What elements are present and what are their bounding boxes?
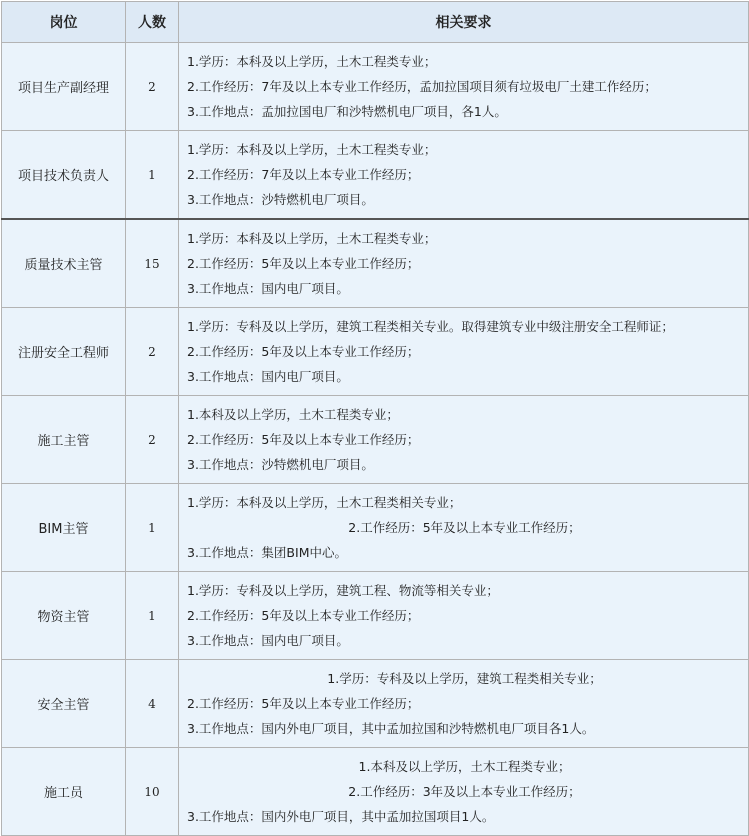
requirement-line: 2.工作经历：7年及以上本专业工作经历； xyxy=(187,167,420,182)
count-cell: 1 xyxy=(126,484,179,572)
position-cell: 项目技术负责人 xyxy=(2,131,126,220)
position-cell: BIM主管 xyxy=(2,484,126,572)
table-row xyxy=(2,572,749,660)
count-cell: 1 xyxy=(126,131,179,220)
requirements-cell xyxy=(179,572,749,660)
count-cell: 10 xyxy=(126,748,179,836)
requirement-line: 2.工作经历：3年及以上本专业工作经历； xyxy=(348,784,581,799)
requirement-line: 3.工作地点：孟加拉国电厂和沙特燃机电厂项目，各1人。 xyxy=(187,104,507,119)
requirement-line: 3.工作地点：国内外电厂项目，其中孟加拉国项目1人。 xyxy=(187,809,495,824)
requirement-line: 3.工作地点：国内电厂项目。 xyxy=(187,633,349,648)
header-row xyxy=(2,2,749,43)
requirement-line: 1.学历：本科及以上学历，土木工程类专业； xyxy=(187,54,437,69)
requirement-line: 1.学历：本科及以上学历，土木工程类专业； xyxy=(187,142,437,157)
requirement-line: 3.工作地点：集团BIM中心。 xyxy=(187,545,347,560)
requirements-cell xyxy=(179,219,749,308)
requirement-line: 2.工作经历：5年及以上本专业工作经历； xyxy=(348,520,581,535)
requirements-cell xyxy=(179,396,749,484)
count-cell: 2 xyxy=(126,308,179,396)
requirement-line: 3.工作地点：国内电厂项目。 xyxy=(187,281,349,296)
requirement-line: 3.工作地点：国内外电厂项目，其中孟加拉国和沙特燃机电厂项目各1人。 xyxy=(187,721,595,736)
table-row xyxy=(2,308,749,396)
table-row xyxy=(2,660,749,748)
requirement-line: 1.本科及以上学历，土木工程类专业； xyxy=(187,407,399,422)
requirement-line: 1.学历：专科及以上学历，建筑工程类相关专业； xyxy=(327,671,602,686)
position-cell: 施工主管 xyxy=(2,396,126,484)
position-cell: 物资主管 xyxy=(2,572,126,660)
count-cell: 2 xyxy=(126,396,179,484)
recruitment-table xyxy=(1,1,749,836)
requirement-line: 3.工作地点：沙特燃机电厂项目。 xyxy=(187,192,374,207)
requirement-line: 3.工作地点：沙特燃机电厂项目。 xyxy=(187,457,374,472)
requirements-cell xyxy=(179,660,749,748)
table-row xyxy=(2,396,749,484)
header-position: 岗位 xyxy=(2,2,126,43)
table-row xyxy=(2,484,749,572)
count-cell: 15 xyxy=(126,219,179,308)
requirements-cell xyxy=(179,308,749,396)
count-cell: 1 xyxy=(126,572,179,660)
requirement-line: 2.工作经历：5年及以上本专业工作经历； xyxy=(187,608,420,623)
position-cell: 质量技术主管 xyxy=(2,219,126,308)
requirements-cell xyxy=(179,484,749,572)
count-cell: 4 xyxy=(126,660,179,748)
requirement-line: 1.本科及以上学历，土木工程类专业； xyxy=(358,759,571,774)
requirement-line: 1.学历：专科及以上学历，建筑工程、物流等相关专业； xyxy=(187,583,499,598)
requirement-line: 3.工作地点：国内电厂项目。 xyxy=(187,369,349,384)
requirement-line: 1.学历：本科及以上学历，土木工程类专业； xyxy=(187,231,437,246)
table-row xyxy=(2,43,749,131)
requirements-cell xyxy=(179,43,749,131)
requirements-cell xyxy=(179,131,749,220)
table-row xyxy=(2,219,749,308)
position-cell: 项目生产副经理 xyxy=(2,43,126,131)
position-cell: 安全主管 xyxy=(2,660,126,748)
count-cell: 2 xyxy=(126,43,179,131)
requirement-line: 1.学历：本科及以上学历，土木工程类相关专业； xyxy=(187,495,462,510)
position-cell: 施工员 xyxy=(2,748,126,836)
position-cell: 注册安全工程师 xyxy=(2,308,126,396)
requirement-line: 2.工作经历：5年及以上本专业工作经历； xyxy=(187,432,420,447)
header-requirements: 相关要求 xyxy=(179,2,749,43)
requirement-line: 2.工作经历：5年及以上本专业工作经历； xyxy=(187,344,420,359)
requirements-cell xyxy=(179,748,749,836)
requirement-line: 2.工作经历：7年及以上本专业工作经历，孟加拉国项目须有垃圾电厂土建工作经历； xyxy=(187,79,657,94)
requirement-line: 2.工作经历：5年及以上本专业工作经历； xyxy=(187,256,420,271)
requirement-line: 1.学历：专科及以上学历，建筑工程类相关专业。取得建筑专业中级注册安全工程师证； xyxy=(187,319,674,334)
table-row xyxy=(2,748,749,836)
table-row xyxy=(2,131,749,220)
header-count: 人数 xyxy=(126,2,179,43)
requirement-line: 2.工作经历：5年及以上本专业工作经历； xyxy=(187,696,420,711)
